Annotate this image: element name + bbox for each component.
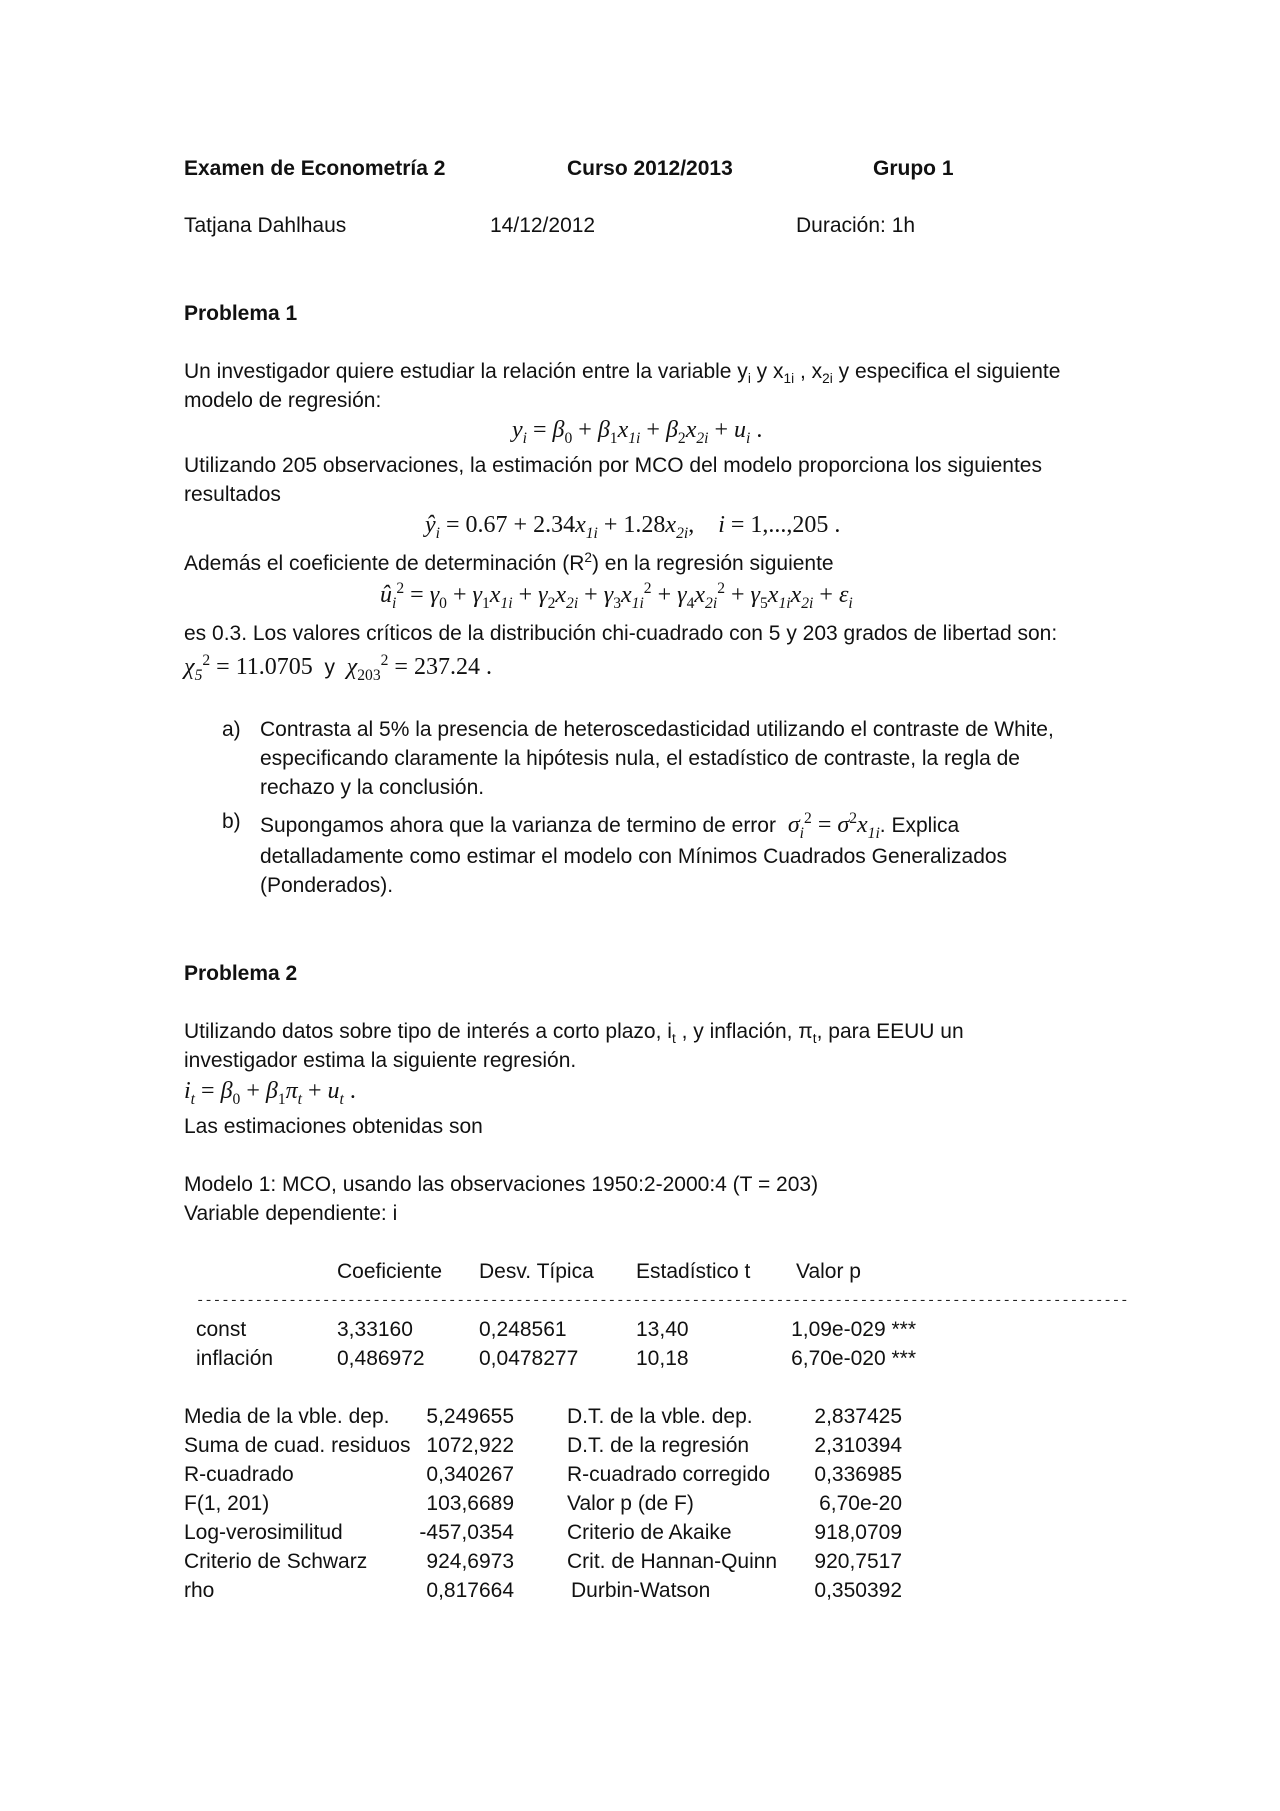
table-row-const-p: 1,09e-029 *** [791,1318,916,1341]
stat-label: Log-verosimilitud [184,1521,343,1544]
stat-value: 0,340267 [426,1463,514,1486]
stat-value: 918,0709 [814,1521,902,1544]
stat-value: 2,310394 [814,1434,902,1457]
stat-value: 1072,922 [426,1434,514,1457]
problem1-obs-line2: resultados [184,483,281,506]
problem2-intro-line1: Utilizando datos sobre tipo de interés a corto plazo, $i_t$ , y inflación, $\pi_t$, para EEUU un [184,1020,964,1047]
item-a-label: a) [222,718,241,741]
problem1-chi-line: es 0.3. Los valores críticos de la distribución chi-cuadrado con 5 y 203 grados de libertad son: [184,622,1058,645]
stat-value: 2,837425 [814,1405,902,1428]
exam-title: Examen de Econometría 2 [184,157,446,180]
dependent-variable: Variable dependiente: i [184,1202,398,1225]
table-row-inflation-se: 0,0478277 [479,1347,579,1370]
table-row-inflation-coef: 0,486972 [337,1347,425,1370]
problem1-obs-line1: Utilizando 205 observaciones, la estimación por MCO del modelo proporciona los siguientes [184,454,1042,477]
stat-value: 6,70e-20 [819,1492,902,1515]
table-row-const-t: 13,40 [636,1318,689,1341]
item-a-line2: especificando claramente la hipótesis nula, el estadístico de contraste, la regla de [260,747,1020,770]
table-row-inflation-name: inflación [196,1347,274,1370]
problem1-r2-line: Además el coeficiente de determinación $(R^2)$ en la regresión siguiente [184,550,834,575]
stat-value: 0,350392 [814,1579,902,1602]
stat-value: 103,6689 [426,1492,514,1515]
course-label: Curso 2012/2013 [567,157,733,180]
table-row-const-se: 0,248561 [479,1318,567,1341]
stat-label: Crit. de Hannan-Quinn [567,1550,778,1573]
problem1-heading: Problema 1 [184,302,298,325]
stat-value: 5,249655 [426,1405,514,1428]
estimated-equation: $ŷ_i = 0.67 + 2.34x_{1i} + 1.28x_{2i}$, i = 1,...,205 . [425,512,841,542]
stat-value: -457,0354 [419,1521,514,1544]
table-header-t: Estadístico t [636,1260,751,1283]
stat-value: 920,7517 [814,1550,902,1573]
stat-label: F(1, 201) [184,1492,270,1515]
item-a-line3: rechazo y la conclusión. [260,776,485,799]
table-row-inflation-t: 10,18 [636,1347,689,1370]
stat-label: R-cuadrado corregido [567,1463,771,1486]
model-description: Modelo 1: MCO, usando las observaciones 1950:2-2000:4 (T = 203) [184,1173,819,1196]
stat-label: Durbin-Watson [571,1579,711,1602]
table-row-const-coef: 3,33160 [337,1318,413,1341]
table-rule: --------------------------------------------------------------------------------------------------------------- [196,1293,1129,1309]
exam-duration: Duración: 1h [796,214,916,237]
item-a-line1: Contrasta al 5% la presencia de heteroscedasticidad utilizando el contraste de White, [260,718,1054,741]
stat-label: R-cuadrado [184,1463,294,1486]
problem1-intro-line1: Un investigador quiere estudiar la relación entre la variable $y_i$ y $x_{1i}$ , $x_{2i}$ y especifica el siguiente [184,360,1061,387]
stat-label: D.T. de la regresión [567,1434,750,1457]
table-row-const-name: const [196,1318,247,1341]
item-b-line2: detalladamente como estimar el modelo con Mínimos Cuadrados Generalizados [260,845,1008,868]
problem2-intro-line2: investigador estima la siguiente regresión. [184,1049,577,1072]
table-header-coef: Coeficiente [337,1260,443,1283]
stat-label: Valor p (de F) [567,1492,694,1515]
stat-label: Criterio de Akaike [567,1521,732,1544]
interest-rate-equation: $i_t = \beta_0 + \beta_1\pi_t + u_t$ . [184,1078,356,1108]
table-row-inflation-p: 6,70e-020 *** [791,1347,916,1370]
problem1-intro-line2: modelo de regresión: [184,389,382,412]
stat-value: 0,336985 [814,1463,902,1486]
author-name: Tatjana Dahlhaus [184,214,347,237]
stat-label: Suma de cuad. residuos [184,1434,411,1457]
stat-label: Media de la vble. dep. [184,1405,390,1428]
stat-value: 0,817664 [426,1579,514,1602]
exam-date: 14/12/2012 [490,214,596,237]
stat-label: Criterio de Schwarz [184,1550,368,1573]
problem2-estimates-line: Las estimaciones obtenidas son [184,1115,483,1138]
auxiliary-regression-equation: $û_i^2 = \gamma_0 + \gamma_1x_{1i} + \gamma_2x_{2i} + \gamma_3x_{1i}^2 + \gamma_4x_{2i}^2 + \gamma_5x_{1i}x_{2i} + \varepsilon_i$ [380,580,853,612]
stat-label: D.T. de la vble. dep. [567,1405,753,1428]
chi-critical-values: $\chi_5^2 = 11.0705$ y $\chi_{203}^2 = 237.24$ . [184,652,492,684]
item-b-label: b) [222,810,241,833]
table-header-p: Valor p [796,1260,861,1283]
group-label: Grupo 1 [873,157,954,180]
table-header-se: Desv. Típica [479,1260,594,1283]
problem2-heading: Problema 2 [184,962,298,985]
item-b-line1: Supongamos ahora que la varianza de termino de error $\sigma_i^2 = \sigma^2x_{1i}$. Explica [260,810,960,842]
regression-model-equation: $y_i = \beta_0 + \beta_1x_{1i} + \beta_2x_{2i} + u_i$ . [512,417,763,447]
stat-value: 924,6973 [426,1550,514,1573]
item-b-line3: (Ponderados). [260,874,394,897]
stat-label: rho [184,1579,215,1602]
